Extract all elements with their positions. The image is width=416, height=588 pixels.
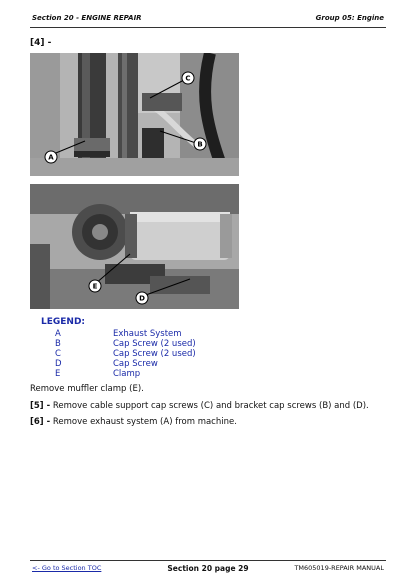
legend-value: Exhaust System — [113, 329, 182, 339]
exhaust-photo-bottom — [30, 184, 239, 309]
page-header — [30, 13, 386, 28]
step-4-tag: [4] - — [30, 38, 52, 48]
callout-c-label: C — [185, 74, 191, 83]
callout-d-label: D — [139, 294, 145, 303]
legend-key: A — [55, 329, 61, 339]
legend-row — [55, 349, 235, 359]
legend-key: D — [55, 359, 62, 369]
remove-clamp-instruction: Remove muffler clamp (E). — [30, 384, 144, 394]
legend-value: Cap Screw (2 used) — [113, 349, 196, 359]
legend-value: Clamp — [113, 369, 141, 379]
step-6 — [30, 417, 237, 427]
page-number: Section 20 page 29 — [167, 564, 249, 573]
legend-key: E — [55, 369, 61, 379]
go-to-section-toc-link[interactable]: <- Go to Section TOC — [32, 564, 102, 572]
legend-row — [55, 359, 235, 369]
legend-row — [55, 339, 235, 349]
step-5 — [30, 401, 369, 411]
legend — [55, 329, 235, 379]
step-6-text: Remove exhaust system (A) from machine. — [52, 417, 237, 427]
step-5-tag: [5] - — [30, 401, 51, 411]
legend-value: Cap Screw (2 used) — [113, 339, 196, 349]
section-title: Section 20 - ENGINE REPAIR — [32, 14, 142, 22]
group-title: Group 05: Engine — [315, 14, 384, 22]
step-5-text: Remove cable support cap screws (C) and bracket cap screws (B) and (D). — [52, 401, 369, 411]
legend-row — [55, 369, 235, 379]
legend-title: LEGEND: — [41, 317, 86, 327]
legend-value: Cap Screw — [113, 359, 158, 369]
exhaust-photo-top — [30, 53, 239, 176]
callout-b-label: B — [197, 140, 203, 149]
callout-e-label: E — [92, 282, 98, 291]
manual-id: TM605019-REPAIR MANUAL — [294, 564, 384, 572]
legend-key: C — [55, 349, 61, 359]
legend-key: B — [55, 339, 61, 349]
legend-row — [55, 329, 235, 339]
step-6-tag: [6] - — [30, 417, 51, 427]
page-footer — [30, 560, 386, 575]
callout-a-label: A — [48, 153, 54, 162]
